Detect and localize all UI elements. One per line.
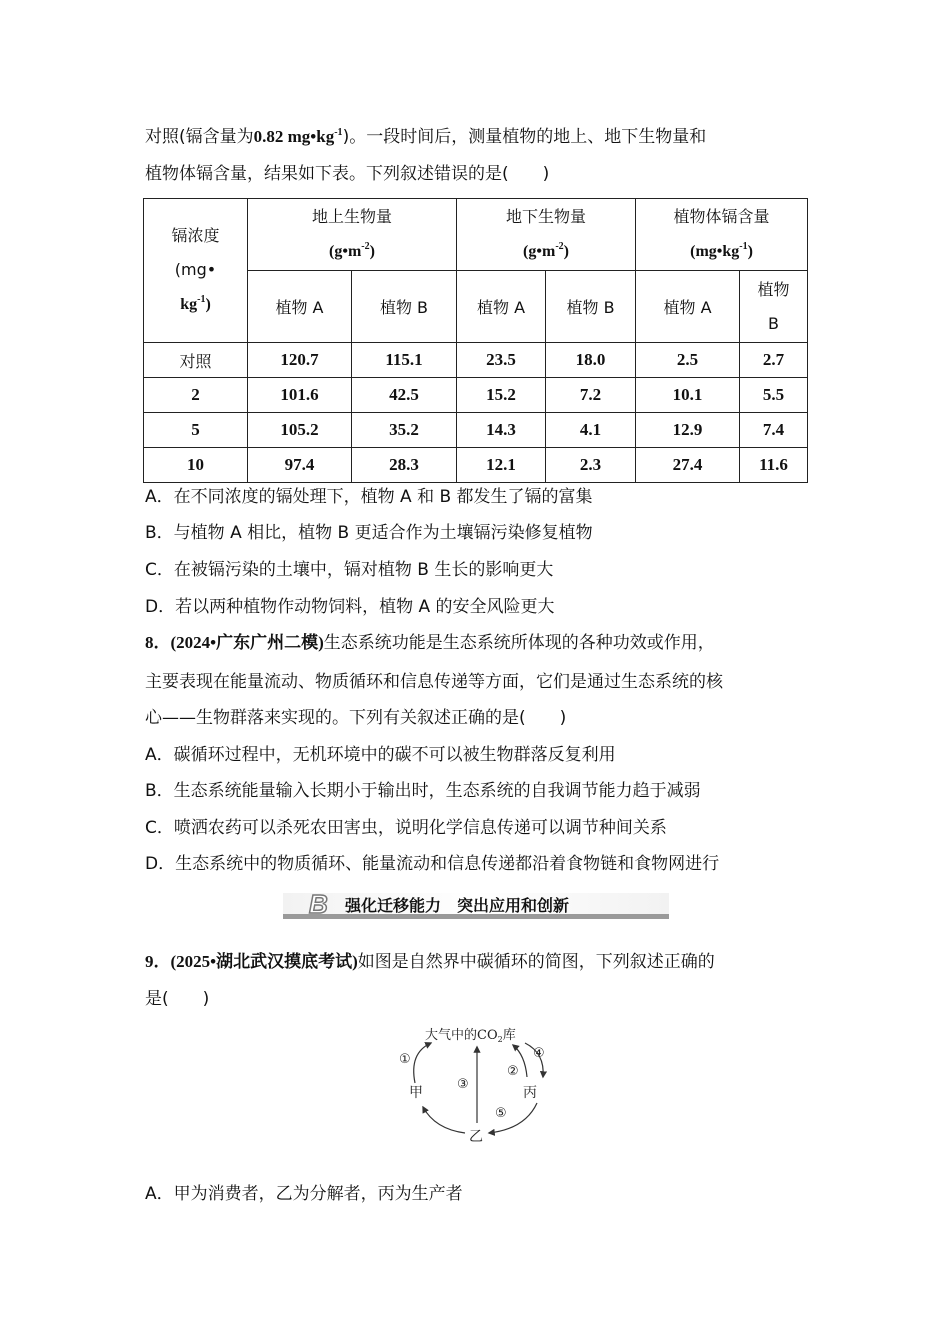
q8-line-1: 8．(2024•广东广州二模)生态系统功能是生态系统所体现的各种功效或作用， <box>145 633 715 653</box>
sub-header: 植物 A <box>636 271 740 343</box>
q8-option-b: B．生态系统能量输入长期小于输出时，生态系统的自我调节能力趋于减弱 <box>145 781 701 801</box>
q7-option-d: D．若以两种植物作动物饲料，植物 A 的安全风险更大 <box>145 597 555 617</box>
arrow-bottom-left <box>423 1107 465 1133</box>
q8-option-d: D．生态系统中的物质循环、能量流动和信息传递都沿着食物链和食物网进行 <box>145 854 720 874</box>
header-plant-cd-content: 植物体镉含量 $(mg•kg^{-1})$ <box>636 199 808 271</box>
banner-text: 强化迁移能力 突出应用和创新 <box>345 896 570 915</box>
q9-line-2: 是( ) <box>145 989 210 1009</box>
q7-option-c: C．在被镉污染的土壤中，镉对植物 B 生长的影响更大 <box>145 560 554 580</box>
q8-line-2: 主要表现在能量流动、物质循环和信息传递等方面，它们是通过生态系统的核 <box>145 672 723 692</box>
intro-sup: -1 <box>334 127 343 138</box>
sub-header: 植物 B <box>352 271 457 343</box>
q8-label: 8．(2024•广东广州二模) <box>145 633 324 652</box>
node-bing: 丙 <box>523 1085 537 1101</box>
intro-text-b: )。一段时间后，测量植物的地上、地下生物量和 <box>342 127 707 147</box>
atmosphere-co2-label: 大气中的$CO_2$库 <box>425 1028 516 1044</box>
header-belowground-biomass: 地下生物量 $(g•m^{-2})$ <box>457 199 636 271</box>
q7-option-b: B．与植物 A 相比，植物 B 更适合作为土壤镉污染修复植物 <box>145 523 593 543</box>
marker-3: ③ <box>457 1077 469 1092</box>
cadmium-table <box>143 198 808 483</box>
sub-header: 植物 B <box>740 271 808 343</box>
header-aboveground-biomass: 地上生物量 $(g•m^{-2})$ <box>248 199 457 271</box>
q7-option-a: A．在不同浓度的镉处理下，植物 A 和 B 都发生了镉的富集 <box>145 487 593 507</box>
q8-option-a: A．碳循环过程中，无机环境中的碳不可以被生物群落反复利用 <box>145 745 616 765</box>
q9-label: 9．(2025•湖北武汉摸底考试) <box>145 952 358 971</box>
q9-line-1: 9．(2025•湖北武汉摸底考试)如图是自然界中碳循环的简图，下列叙述正确的 <box>145 952 715 972</box>
carbon-cycle-diagram <box>395 1025 560 1145</box>
node-yi: 乙 <box>469 1129 483 1145</box>
marker-4: ④ <box>533 1046 545 1061</box>
q9-option-a: A．甲为消费者，乙为分解者，丙为生产者 <box>145 1184 463 1204</box>
table-row: 2 101.6 42.5 15.2 7.2 10.1 5.5 <box>144 378 808 413</box>
marker-5: ⑤ <box>495 1106 507 1121</box>
q8-option-c: C．喷洒农药可以杀死农田害虫，说明化学信息传递可以调节种间关系 <box>145 818 667 838</box>
intro-line-2: 植物体镉含量，结果如下表。下列叙述错误的是( ) <box>145 164 550 184</box>
banner-letter: B <box>309 891 328 919</box>
marker-2: ② <box>507 1064 519 1079</box>
intro-line-1 <box>145 126 706 148</box>
arrow-1 <box>414 1043 431 1083</box>
sub-header: 植物 A <box>248 271 352 343</box>
banner-graphic <box>283 891 669 921</box>
section-banner <box>283 891 669 921</box>
table-row: 5 105.2 35.2 14.3 4.1 12.9 7.4 <box>144 413 808 448</box>
sub-header: 植物 B <box>546 271 636 343</box>
table-row: 10 97.4 28.3 12.1 2.3 27.4 11.6 <box>144 448 808 483</box>
node-jia: 甲 <box>409 1085 423 1101</box>
intro-cd-value: 0.82 mg•kg <box>253 127 335 146</box>
header-cd-concentration: 镉浓度 (mg• $kg^{-1}$) <box>144 199 248 343</box>
q8-line-3: 心——生物群落来实现的。下列有关叙述正确的是( ) <box>145 708 567 728</box>
table-row: 对照 120.7 115.1 23.5 18.0 2.5 2.7 <box>144 343 808 378</box>
sub-header: 植物 A <box>457 271 546 343</box>
marker-1: ① <box>399 1052 411 1067</box>
intro-text-a: 对照(镉含量为 <box>145 127 254 147</box>
